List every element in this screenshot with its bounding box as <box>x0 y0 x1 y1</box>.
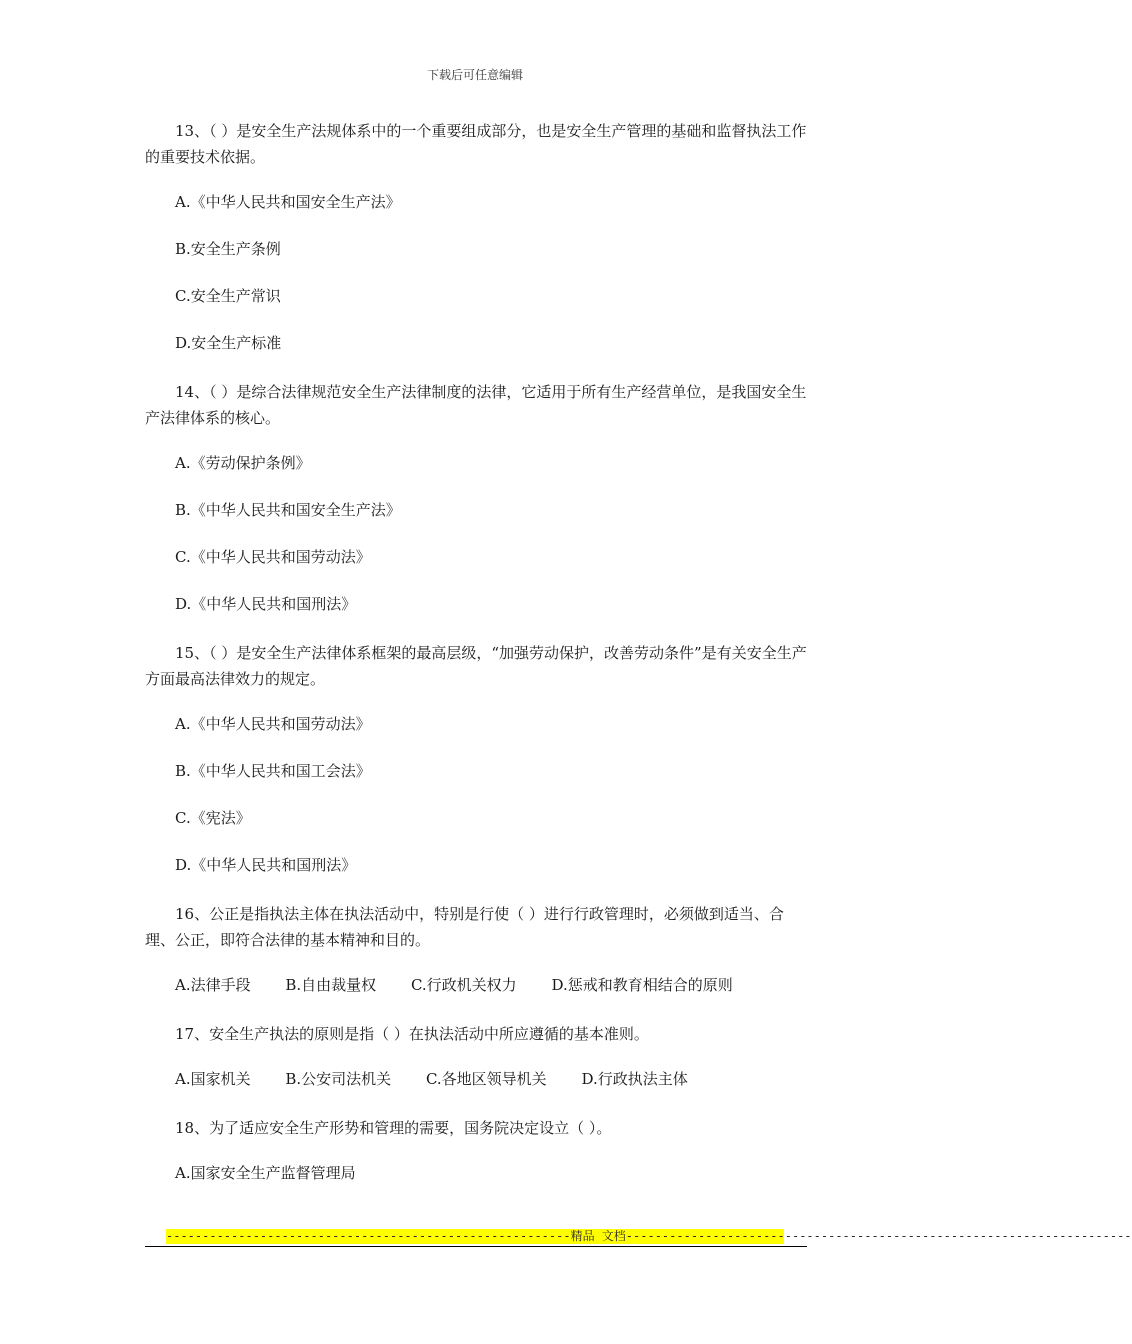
question-15: 15、（ ）是安全生产法律体系框架的最高层级，“加强劳动保护，改善劳动条件”是有关安全生产方面最高法律效力的规定。 <box>145 644 807 688</box>
footer-text: --------------------------------------------------------精品 文档---------------------------------------------------------------------- <box>166 1229 1132 1243</box>
question-15-option-a: A.《中华人民共和国劳动法》 <box>175 715 371 733</box>
page-header: 下载后可任意编辑 <box>426 68 523 82</box>
question-13-option-d: D.安全生产标准 <box>175 334 282 352</box>
question-14-option-b: B.《中华人民共和国安全生产法》 <box>175 501 401 519</box>
question-13: 13、（ ）是安全生产法规体系中的一个重要组成部分，也是安全生产管理的基础和监督执法工作的重要技术依据。 <box>145 122 807 166</box>
question-16-option-c: C.行政机关权力 <box>410 976 517 994</box>
question-17-options <box>145 1068 807 1090</box>
question-16: 16、公正是指执法主体在执法活动中，特别是行使（ ）进行行政管理时，必须做到适当、合理、公正，即符合法律的基本精神和目的。 <box>145 905 784 949</box>
question-16-option-a: A.法律手段 <box>175 976 251 994</box>
question-13-option-a: A.《中华人民共和国安全生产法》 <box>175 193 401 211</box>
question-18: 18、为了适应安全生产形势和管理的需要，国务院决定设立（ ）。 <box>175 1119 612 1137</box>
question-15-option-d: D.《中华人民共和国刑法》 <box>175 856 357 874</box>
question-18-option-a: A.国家安全生产监督管理局 <box>175 1164 356 1182</box>
question-17-option-d: D.行政执法主体 <box>581 1070 688 1088</box>
question-17: 17、安全生产执法的原则是指（ ）在执法活动中所应遵循的基本准则。 <box>175 1025 649 1043</box>
question-17-option-c: C.各地区领导机关 <box>425 1070 547 1088</box>
question-16-option-d: D.惩戒和教育相结合的原则 <box>551 976 733 994</box>
question-16-options <box>145 974 807 996</box>
footer-banner <box>166 1229 1132 1244</box>
question-17-option-b: B.公安司法机关 <box>285 1070 392 1088</box>
question-13-option-c: C.安全生产常识 <box>175 287 281 305</box>
question-13-option-b: B.安全生产条例 <box>175 240 281 258</box>
footer-divider <box>145 1246 807 1247</box>
question-14-option-d: D.《中华人民共和国刑法》 <box>175 595 357 613</box>
question-14-option-a: A.《劳动保护条例》 <box>175 454 311 472</box>
question-15-option-b: B.《中华人民共和国工会法》 <box>175 762 371 780</box>
question-15-option-c: C.《宪法》 <box>175 809 251 827</box>
document-body <box>145 118 807 1184</box>
question-14: 14、（ ）是综合法律规范安全生产法律制度的法律，它适用于所有生产经营单位，是我国安全生产法律体系的核心。 <box>145 383 807 427</box>
question-16-option-b: B.自由裁量权 <box>285 976 377 994</box>
question-17-option-a: A.国家机关 <box>175 1070 251 1088</box>
question-14-option-c: C.《中华人民共和国劳动法》 <box>175 548 371 566</box>
